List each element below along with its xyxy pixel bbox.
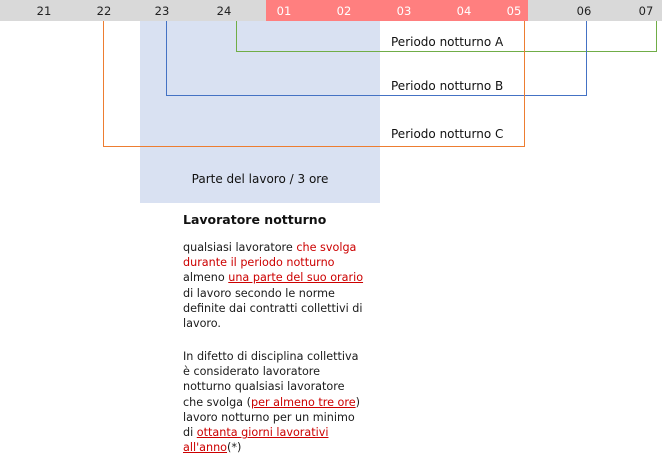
hour-label: 06: [576, 4, 592, 18]
hour-label: 04: [456, 4, 472, 18]
text-segment: qualsiasi lavoratore: [183, 241, 297, 254]
text-segment: almeno: [183, 271, 229, 285]
text-segment: In difetto di disciplina collettiva è considerato lavoratore notturno qualsiasi lavoratore che svolga (: [183, 350, 359, 409]
period-b-bracket: [167, 21, 587, 96]
text-segment: (*): [227, 441, 242, 455]
highlight-underlined-text: per almeno tre ore: [250, 395, 356, 409]
period-b-label: Periodo notturno B: [391, 79, 504, 93]
highlight-underlined-text: ottanta giorni lavorativi all'anno: [183, 426, 329, 455]
hour-label: 24: [216, 4, 232, 18]
hour-label: 02: [336, 4, 352, 18]
definition-paragraph-2: [183, 349, 368, 455]
hour-label: 01: [276, 4, 292, 18]
hour-label: 22: [96, 4, 112, 18]
definition-paragraph-1: [183, 240, 368, 331]
hour-label: 07: [638, 4, 654, 18]
hour-label: 23: [154, 4, 170, 18]
hour-label: 05: [506, 4, 522, 18]
text-segment: ) lavoro notturno per un minimo di: [183, 395, 360, 440]
text-segment: di lavoro secondo le norme definite dai contratti collettivi di lavoro.: [183, 286, 363, 331]
hour-label: 21: [36, 4, 52, 18]
work-portion-label: Parte del lavoro / 3 ore: [191, 172, 329, 186]
highlight-text: che svolga durante il periodo notturno: [183, 241, 357, 270]
hour-label: 03: [396, 4, 412, 18]
period-a-label: Periodo notturno A: [391, 35, 504, 49]
highlight-underlined-text: una parte del suo orario: [228, 271, 364, 285]
period-c-label: Periodo notturno C: [391, 127, 504, 141]
definition-title: Lavoratore notturno: [183, 212, 327, 227]
